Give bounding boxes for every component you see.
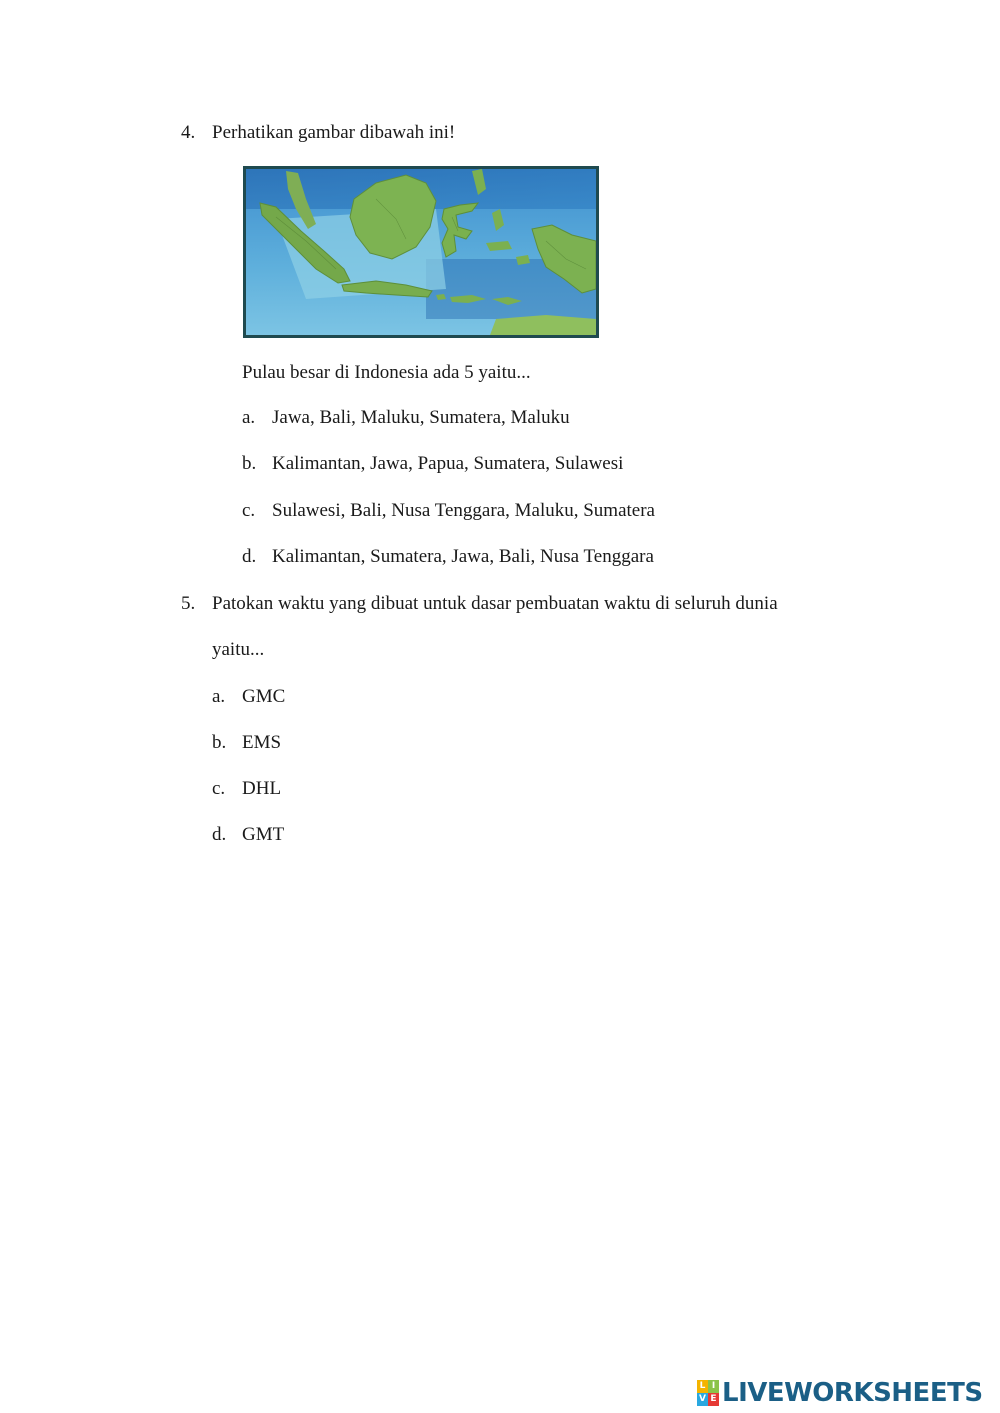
q5-option-b-text: EMS [242, 732, 282, 753]
q4-option-d-text: Kalimantan, Sumatera, Jawa, Bali, Nusa Tenggara [272, 546, 654, 567]
q4-option-b-letter: b. [242, 453, 257, 474]
q4-option-d-letter: d. [242, 546, 257, 567]
q4-option-c-letter: c. [242, 500, 256, 521]
q5-option-c-text: DHL [242, 778, 282, 799]
q4-option-c-text: Sulawesi, Bali, Nusa Tenggara, Maluku, Sumatera [272, 500, 655, 521]
q5-option-d-text: GMT [242, 824, 285, 845]
logo-mark-e: E [708, 1393, 719, 1406]
q5-option-a-text: GMC [242, 686, 286, 707]
logo-mark-i: I [708, 1380, 719, 1393]
question-5-text-line-1: Patokan waktu yang dibuat untuk dasar pembuatan waktu di seluruh dunia [212, 593, 778, 614]
q5-option-d-letter: d. [212, 824, 227, 845]
q5-option-b-letter: b. [212, 732, 227, 753]
q4-option-a-text: Jawa, Bali, Maluku, Sumatera, Maluku [272, 407, 570, 428]
liveworksheets-logo-icon [697, 1380, 719, 1406]
question-5-text-line-2: yaitu... [212, 639, 265, 660]
q4-option-a-letter: a. [242, 407, 256, 428]
liveworksheets-logo-text: LIVEWORKSHEETS [722, 1378, 983, 1408]
question-5-number: 5. [181, 593, 196, 614]
question-4-text: Pulau besar di Indonesia ada 5 yaitu... [242, 362, 531, 383]
q5-option-a-letter: a. [212, 686, 226, 707]
liveworksheets-logo[interactable] [697, 1378, 983, 1408]
logo-mark-v: V [697, 1393, 708, 1406]
q5-option-c-letter: c. [212, 778, 226, 799]
logo-mark-l: L [697, 1380, 708, 1393]
question-4-prompt: Perhatikan gambar dibawah ini! [212, 122, 456, 143]
question-4-number: 4. [181, 122, 196, 143]
q4-option-b-text: Kalimantan, Jawa, Papua, Sumatera, Sulawesi [272, 453, 624, 474]
indonesia-map-image [243, 166, 599, 338]
